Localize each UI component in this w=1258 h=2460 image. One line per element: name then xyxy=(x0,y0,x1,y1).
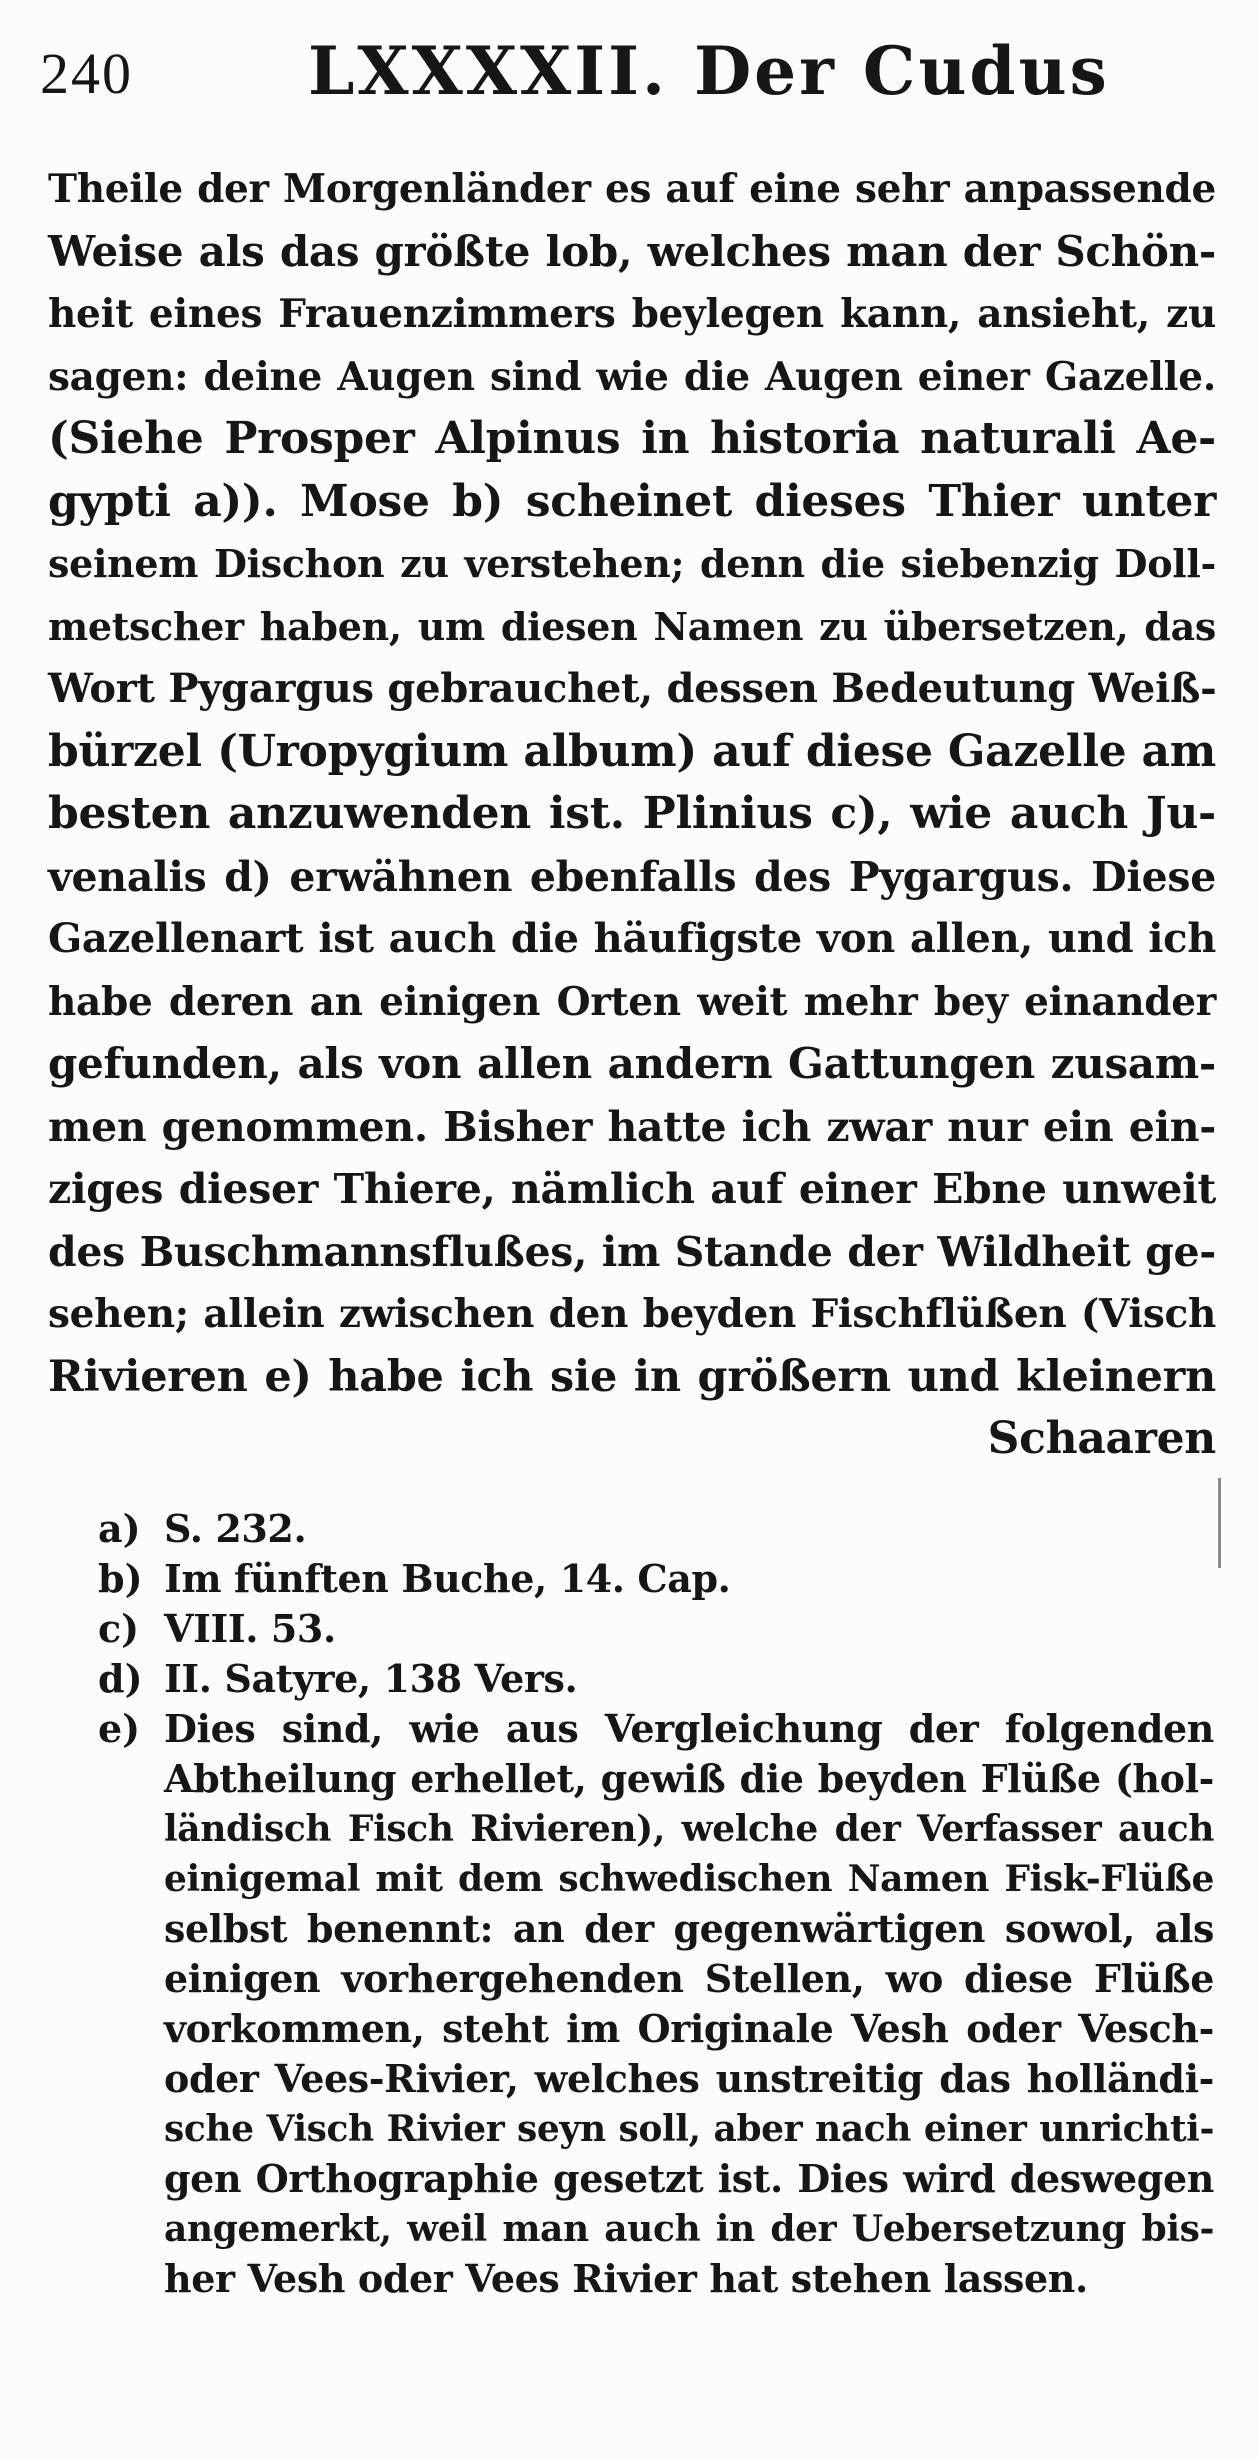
footnote-line: vorkommen, steht im Originale Vesh oder Vesch- xyxy=(164,2006,1214,2051)
footnote-line: gen Orthographie gesetzt ist. Dies wird deswegen xyxy=(164,2156,1214,2201)
catchword: Schaaren xyxy=(987,1413,1216,1464)
text-line: men genommen. Bisher hatte ich zwar nur ein ein- xyxy=(48,1102,1216,1151)
footnote-a xyxy=(98,1504,1214,1554)
text-line: metscher haben, um diesen Namen zu übersetzen, das xyxy=(48,603,1216,649)
footnote-e xyxy=(98,1704,1214,2304)
footnote-line: einigemal mit dem schwedischen Namen Fisk-Flüße xyxy=(164,1858,1214,1900)
text-line: Theile der Morgenländer es auf eine sehr anpassende xyxy=(48,166,1216,212)
text-line: venalis d) erwähnen ebenfalls des Pygargus. Diese xyxy=(48,852,1216,901)
footnote-line: VIII. 53. xyxy=(164,1606,336,1651)
main-text xyxy=(48,158,1216,1471)
text-line: sagen: deine Augen sind wie die Augen einer Gazelle. xyxy=(48,353,1216,400)
footnote-line: her Vesh oder Vees Rivier hat stehen lassen. xyxy=(164,2256,1088,2301)
text-line: (Siehe Prosper Alpinus in historia naturali Ae- xyxy=(48,413,1216,464)
text-line: seinem Dischon zu verstehen; denn die siebenzig Doll- xyxy=(48,541,1216,586)
footnote-marker: b) xyxy=(98,1556,143,1601)
footnote-b xyxy=(98,1554,1214,1604)
text-line: besten anzuwenden ist. Plinius c), wie auch Ju- xyxy=(48,788,1216,839)
text-line: Weise als das größte lob, welches man der Schön- xyxy=(48,226,1216,276)
page-header xyxy=(40,28,1220,108)
page-number: 240 xyxy=(40,41,133,106)
footnote-c xyxy=(98,1604,1214,1654)
text-line: ziges dieser Thiere, nämlich auf einer Ebne unweit xyxy=(48,1165,1216,1213)
text-line: heit eines Frauenzimmers beylegen kann, ansieht, zu xyxy=(48,291,1216,337)
text-line: sehen; allein zwischen den beyden Fischflüßen (Visch xyxy=(48,1291,1216,1337)
footnote-line: angemerkt, weil man auch in der Uebersetzung bis- xyxy=(164,2208,1214,2250)
footnote-marker: a) xyxy=(98,1506,141,1551)
footnote-marker: c) xyxy=(98,1606,140,1651)
footnote-line: selbst benennt: an der gegenwärtigen sowol, als xyxy=(164,1906,1214,1951)
footnote-line: ländisch Fisch Rivieren), welche der Verfasser auch xyxy=(164,1808,1214,1850)
text-line: gypti a)). Mose b) scheinet dieses Thier unter xyxy=(48,475,1216,527)
text-line: bürzel (Uropygium album) auf diese Gazelle am xyxy=(48,725,1216,777)
footnotes xyxy=(98,1504,1214,2304)
footnote-line: S. 232. xyxy=(164,1506,307,1551)
text-line: habe deren an einigen Orten weit mehr bey einander xyxy=(48,978,1216,1025)
text-line: gefunden, als von allen andern Gattungen zusam- xyxy=(48,1039,1216,1088)
text-line: des Buschmannsflußes, im Stande der Wildheit ge- xyxy=(48,1227,1216,1276)
running-head: LXXXXII. Der Cudus xyxy=(308,32,1110,110)
footnote-line: Abtheilung erhellet, gewiß die beyden Flüße (hol- xyxy=(164,1756,1214,1801)
text-line: Wort Pygargus gebrauchet, dessen Bedeutung Weiß- xyxy=(48,665,1217,712)
footnote-line: II. Satyre, 138 Vers. xyxy=(164,1656,578,1701)
footnote-line: sche Visch Rivier seyn soll, aber nach einer unrichti- xyxy=(164,2108,1214,2150)
footnote-line: einigen vorhergehenden Stellen, wo diese Flüße xyxy=(164,1956,1214,2001)
footnote-line: Im fünften Buche, 14. Cap. xyxy=(164,1556,731,1601)
footnote-line: Dies sind, wie aus Vergleichung der folgenden xyxy=(164,1706,1214,1751)
footnote-line: oder Vees-Rivier, welches unstreitig das holländi- xyxy=(164,2056,1214,2101)
footnote-d xyxy=(98,1654,1214,1704)
footnote-marker: d) xyxy=(98,1656,143,1701)
page-edge-mark xyxy=(1218,1478,1221,1568)
text-line: Gazellenart ist auch die häufigste von allen, und ich xyxy=(48,915,1216,962)
text-line: Rivieren e) habe ich sie in größern und kleinern xyxy=(48,1351,1216,1402)
footnote-marker: e) xyxy=(98,1706,141,1751)
